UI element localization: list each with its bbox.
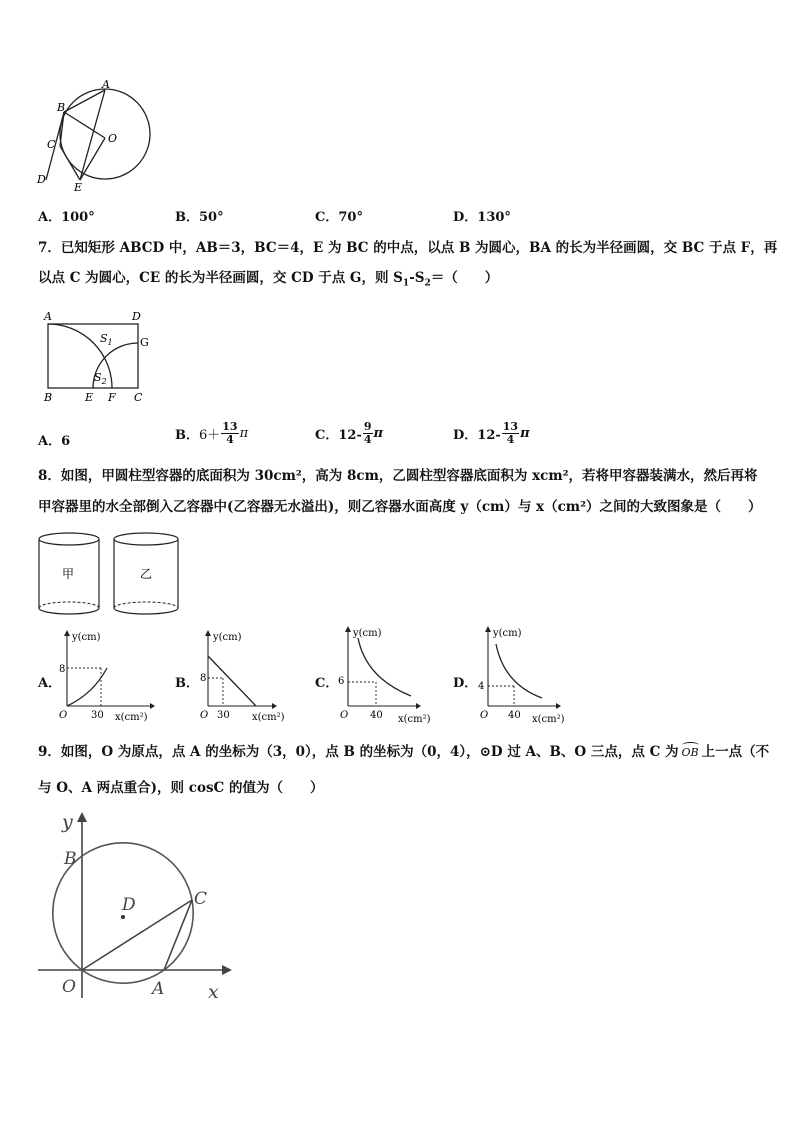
q7-label-g: G [140,336,149,349]
graph-d-xval: 40 [508,710,521,721]
q9-label-a: A [152,979,165,999]
q9-label-c: C [194,889,208,909]
graph-d-ylabel: y(cm) [493,628,522,639]
q7-label-e: E [85,391,94,404]
q8-option-c[interactable]: C． [315,676,339,691]
q7-option-d[interactable]: D．12- $\frac{13}{4}$ π [453,420,530,446]
graph-a-xval: 30 [91,710,104,721]
q9-stem-line1: 9．如图，O 为原点，点 A 的坐标为（3，0），点 B 的坐标为（0，4），⊙D 过 A、B、O 三点，点 C 为 OB 上一点（不 [38,744,770,760]
q6-option-a[interactable]: A．100° [38,210,95,225]
q8-graph-a [55,628,155,724]
q6-label-o: O [108,132,118,145]
graph-b-xlabel: x(cm²) [252,712,285,723]
q9-label-d: D [122,895,136,915]
q7-rectangle-figure [38,306,158,404]
q7-option-b[interactable]: B． 6＋ $\frac{13}{4}$ π [175,420,249,446]
q6-label-e: E [74,181,83,194]
q7-label-d: D [132,310,141,323]
q7-option-c[interactable]: C．12- $\frac{9}{4}$ π [315,420,384,446]
q7-stem-line1: 7．已知矩形 ABCD 中，AB＝3，BC＝4，E 为 BC 的中点，以点 B 为圆心，BA 的长为半径画圆，交 BC 于点 F，再 [38,240,778,256]
q6-label-b: B [57,101,66,114]
q6-label-d: D [37,173,46,186]
q7-label-a: A [44,310,52,323]
graph-b-origin: O [200,710,209,721]
graph-b-xval: 30 [217,710,230,721]
q9-stem-line2: 与 O、A 两点重合)，则 cosC 的值为（ ） [38,780,324,796]
graph-a-yval: 8 [59,664,66,675]
graph-c-yval: 6 [338,676,345,687]
q6-label-c: C [47,138,56,151]
q8-stem-line1: 8．如图，甲圆柱型容器的底面积为 30cm²，高为 8cm，乙圆柱型容器底面积为 xcm²，若将甲容器装满水，然后再将 [38,468,758,484]
graph-c-ylabel: y(cm) [353,628,382,639]
q7-label-c: C [134,391,143,404]
graph-d-yval: 4 [478,681,485,692]
q8-option-b[interactable]: B． [175,676,199,691]
q8-graph-b [196,628,296,724]
q9-label-b: B [64,849,77,869]
q7-label-b: B [44,391,53,404]
q8-graph-d [476,624,576,724]
q8-option-a[interactable]: A． [38,676,62,691]
graph-d-origin: O [480,710,489,721]
q7-option-a[interactable]: A．6 [38,434,71,449]
q8-option-d[interactable]: D． [453,676,478,691]
q7-label-f: F [108,391,116,404]
q7-label-s2: $S_2$ [94,371,107,386]
cylinder-yi-label: 乙 [140,567,153,581]
q9-label-x: x [208,981,219,1003]
cylinder-jia [39,533,99,614]
q6-option-c[interactable]: C．70° [315,210,363,225]
q8-cylinders-figure [34,530,194,618]
cylinder-yi [114,533,178,614]
q6-option-b[interactable]: B．50° [175,210,224,225]
graph-c-origin: O [340,710,349,721]
graph-c-xlabel: x(cm²) [398,714,431,724]
q8-graph-c [336,624,436,724]
q7-stem-line2: 以点 C 为圆心，CE 的长为半径画圆，交 CD 于点 G，则 $S_1-S_2=$（ ） [38,270,499,289]
graph-a-xlabel: x(cm²) [115,712,148,723]
q6-circle-figure [30,76,160,196]
q7-label-s1: $S_1$ [100,332,113,347]
graph-a-ylabel: y(cm) [72,632,101,643]
graph-c-xval: 40 [370,710,383,721]
q9-label-o: O [62,977,76,997]
graph-b-ylabel: y(cm) [213,632,242,643]
q6-option-d[interactable]: D．130° [453,210,511,225]
q9-label-y: y [62,811,73,833]
q9-coordinate-figure [34,808,244,1004]
cylinder-jia-label: 甲 [62,567,75,581]
graph-b-yval: 8 [200,673,207,684]
graph-d-xlabel: x(cm²) [532,714,565,724]
q6-label-a: A [102,78,110,91]
graph-a-origin: O [59,710,68,721]
q8-stem-line2: 甲容器里的水全部倒入乙容器中(乙容器无水溢出)，则乙容器水面高度 y（cm）与 x（cm²）之间的大致图象是（ ） [38,499,762,515]
